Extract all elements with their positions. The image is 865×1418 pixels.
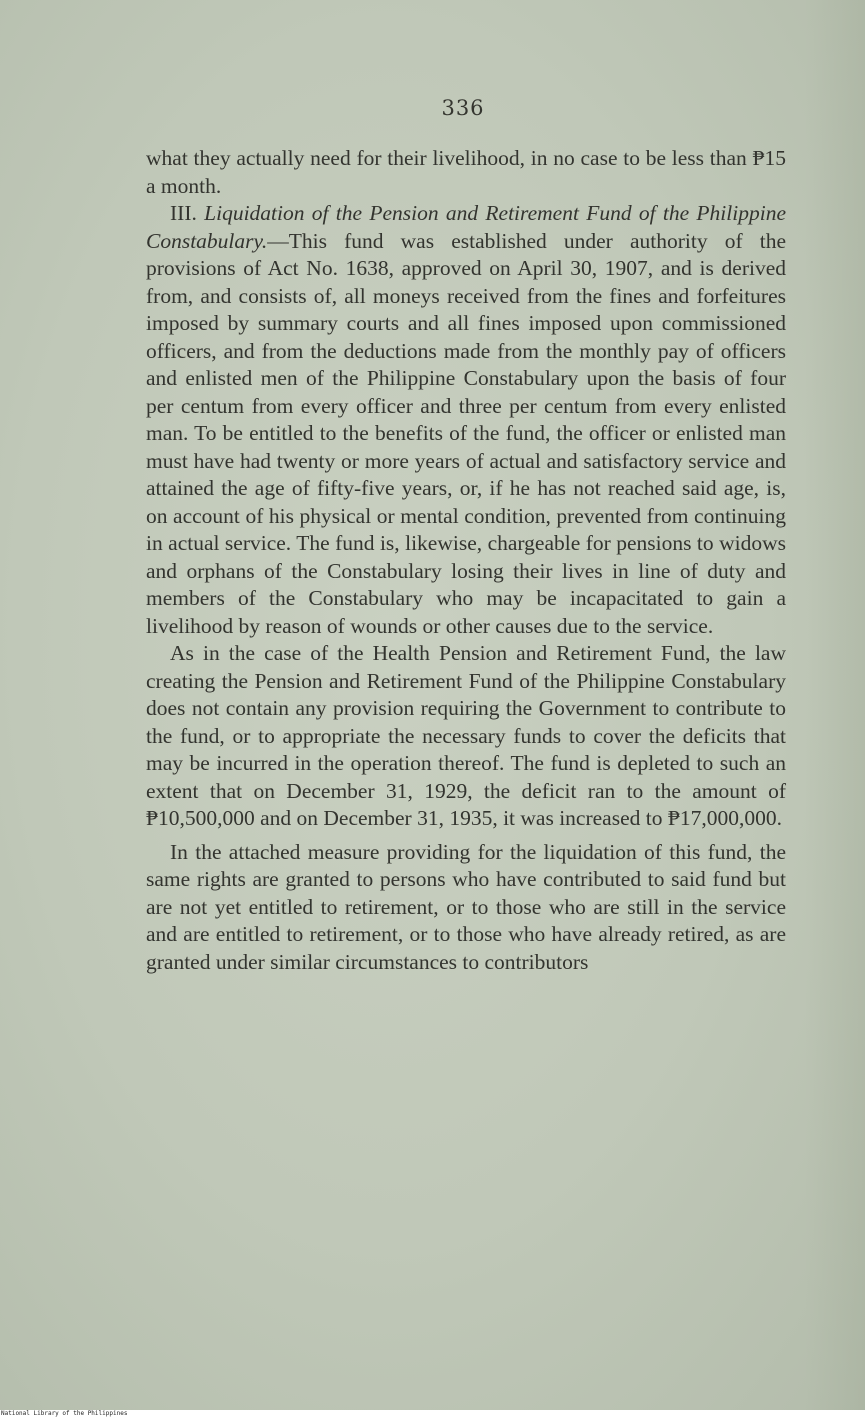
page-edge-shadow (805, 0, 865, 1410)
library-credit: National Library of the Philippines (0, 1410, 865, 1418)
section-body: —This fund was established under authority of the provisions of Act No. 1638, approved on April 30, 1907, and is derived from, and consists of, all moneys received from the fines and forfeitures imposed by summary courts and all fines imposed upon commissioned officers, and from the deductions made from the monthly pay of officers and enlisted men of the Philippine Constabulary upon the basis of four per centum from every officer and three per centum from every enlisted man. To be entitled to the benefits of the fund, the officer or enlisted man must have had twenty or more years of actual and satisfactory service and attained the age of fifty-five years, or, if he has not reached said age, is, on account of his physical or mental condition, prevented from continuing in actual service. The fund is, likewise, chargeable for pensions to widows and orphans of the Constabulary losing their lives in line of duty and members of the Constabulary who may be incapacitated to gain a livelihood by reason of wounds or other causes due to the service. (146, 228, 786, 638)
continuation-paragraph: what they actually need for their livelihood, in no case to be less than ₱15 a month. (146, 146, 786, 198)
section-title: Liquidation of the Pension and Retirement Fund of the Philippine Constabulary. (146, 201, 786, 253)
page-number: 336 (441, 96, 485, 120)
body-text (146, 145, 786, 976)
liquidation-measure-paragraph: In the attached measure providing for the liquidation of this fund, the same rights are granted to persons who have contributed to said fund but are not yet entitled to retirement, or to those who are still in the service and are entitled to retirement, or to those who have already retired, as are granted under similar circumstances to contributors (146, 839, 786, 974)
section-iii-paragraph (146, 200, 786, 640)
section-number: III. (170, 201, 197, 225)
deficit-paragraph: As in the case of the Health Pension and Retirement Fund, the law creating the Pension and Retirement Fund of the Philippine Constabulary does not contain any provision requiring the Government to contribute to the fund, or to appropriate the necessary funds to cover the deficits that may be incurred in the operation thereof. The fund is depleted to such an extent that on December 31, 1929, the deficit ran to the amount of ₱10,500,000 and on December 31, 1935, it was increased to ₱17,000,000. (146, 641, 786, 830)
